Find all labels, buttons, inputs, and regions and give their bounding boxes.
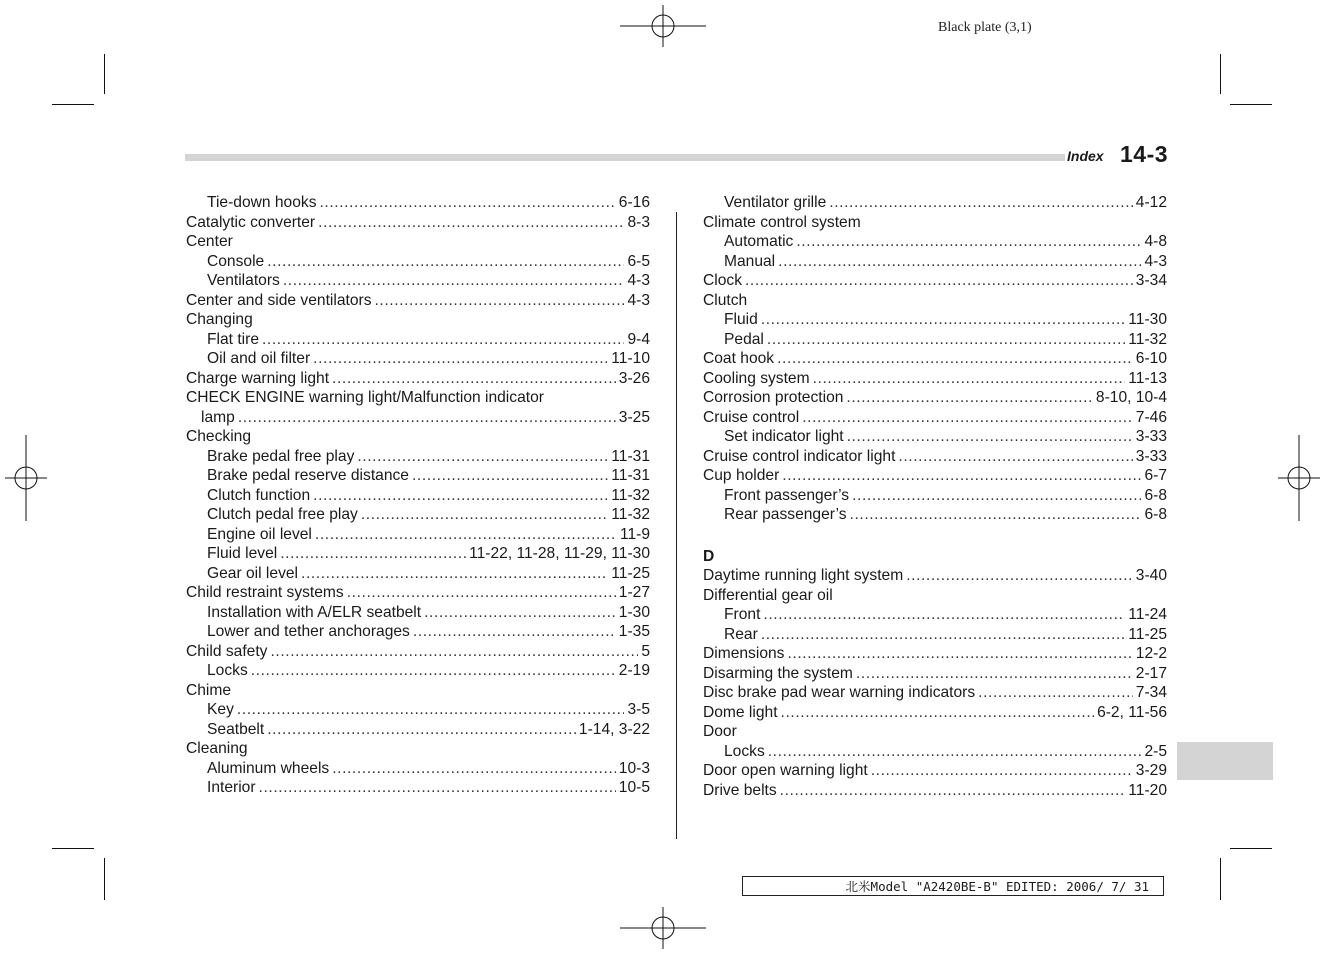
entry-page: 3-34 [1135, 272, 1167, 289]
entry-term: Cleaning [186, 740, 248, 757]
index-entry [703, 349, 1167, 369]
entry-term: Changing [186, 311, 253, 328]
dot-leader [767, 330, 1125, 350]
dot-leader [850, 505, 1142, 525]
entry-term: Tie-down hooks [207, 194, 317, 211]
entry-term: Drive belts [703, 781, 777, 799]
entry-page: 2-19 [618, 662, 650, 679]
index-entry [186, 720, 650, 740]
index-entry [186, 252, 650, 272]
dot-leader [856, 664, 1133, 684]
dot-leader [813, 369, 1126, 389]
index-entry [186, 681, 650, 701]
dot-leader [280, 544, 466, 564]
dot-leader [846, 388, 1092, 408]
entry-page: 11-22, 11-28, 11-29, 11-30 [469, 545, 650, 562]
index-entry [703, 781, 1167, 801]
entry-page: 11-9 [619, 525, 650, 543]
entry-page: 4-3 [627, 272, 650, 289]
entry-page: 7-34 [1135, 684, 1167, 701]
entry-term: Center and side ventilators [186, 291, 372, 309]
entry-term: Seatbelt [207, 720, 265, 738]
dot-leader [270, 642, 638, 662]
entry-page: 4-3 [1144, 252, 1167, 270]
entry-page: 8-3 [627, 213, 650, 231]
entry-term: Clutch function [207, 486, 311, 504]
entry-term: Rear [724, 625, 758, 643]
entry-term: Installation with A/ELR seatbelt [207, 603, 422, 621]
entry-page: 11-32 [1128, 330, 1167, 348]
dot-leader [829, 193, 1133, 213]
dot-leader [761, 310, 1125, 330]
index-entry [186, 193, 650, 213]
dot-leader [906, 566, 1133, 586]
index-entry [703, 271, 1167, 291]
index-entry [703, 388, 1167, 408]
entry-page: 11-32 [611, 486, 650, 504]
index-entry [186, 544, 650, 564]
index-entry [186, 505, 650, 525]
index-entry [703, 486, 1167, 506]
dot-leader [320, 193, 616, 213]
dot-leader [978, 683, 1133, 703]
page-number: 14-3 [1120, 141, 1169, 167]
footer-edit-box [742, 876, 1164, 896]
entry-page: 6-8 [1144, 486, 1167, 504]
entry-term: Lower and tether anchorages [207, 623, 410, 640]
entry-term: Locks [207, 662, 248, 679]
index-entry [186, 661, 650, 681]
dot-leader [313, 486, 608, 506]
entry-term: Fluid [724, 311, 758, 328]
entry-page: 4-8 [1144, 233, 1167, 250]
entry-page: 2-5 [1144, 742, 1167, 760]
registration-mark-top [620, 5, 706, 47]
index-entry [186, 447, 650, 467]
entry-term: Clutch pedal free play [207, 506, 358, 523]
header-bar [185, 154, 1065, 161]
entry-term: Interior [207, 779, 256, 796]
entry-page: 2-17 [1135, 664, 1167, 682]
entry-term: Dome light [703, 703, 778, 721]
entry-page: 11-24 [1128, 606, 1167, 623]
entry-term: Automatic [724, 233, 794, 250]
entry-term: Climate control system [703, 213, 861, 231]
entry-page: 1-27 [618, 584, 650, 601]
index-entry [703, 466, 1167, 486]
entry-page: 9-4 [627, 330, 650, 348]
entry-term: Brake pedal reserve distance [207, 467, 409, 484]
entry-page: 6-5 [627, 252, 650, 270]
entry-term: Locks [724, 742, 765, 760]
entry-page: 3-29 [1135, 762, 1167, 779]
index-entry [186, 622, 650, 642]
index-entry [703, 232, 1167, 252]
index-entry [703, 625, 1167, 645]
entry-page: 11-30 [1128, 311, 1167, 328]
entry-term: Aluminum wheels [207, 759, 330, 777]
index-letter-heading [703, 547, 1167, 567]
entry-term: Cruise control [703, 408, 800, 426]
entry-page: 4-3 [627, 291, 650, 309]
dot-leader [781, 703, 1095, 723]
index-entry [703, 742, 1167, 762]
entry-page: 12-2 [1135, 645, 1167, 662]
index-entry [703, 505, 1167, 525]
dot-leader [898, 447, 1132, 467]
index-entry [186, 642, 650, 662]
index-entry [703, 193, 1167, 213]
dot-leader [761, 625, 1125, 645]
index-entry [186, 349, 650, 369]
index-entry [186, 759, 650, 779]
entry-term: Clutch [703, 291, 748, 309]
dot-leader [283, 271, 625, 291]
index-entry [186, 310, 650, 330]
dot-leader [237, 700, 625, 720]
entry-term: Checking [186, 428, 252, 445]
index-entry [703, 252, 1167, 272]
dot-leader [318, 213, 624, 233]
entry-term: Disc brake pad wear warning indicators [703, 684, 976, 701]
entry-term: Center [186, 233, 233, 250]
dot-leader [787, 644, 1132, 664]
registration-mark-bottom [620, 907, 706, 949]
entry-term: Oil and oil filter [207, 350, 311, 367]
entry-term: D [703, 547, 715, 565]
index-entry [703, 291, 1167, 311]
entry-term: Key [207, 701, 234, 718]
entry-page: 5 [641, 642, 650, 660]
entry-page: 8-10, 10-4 [1095, 389, 1167, 406]
entry-page: 11-31 [611, 467, 650, 484]
dot-leader [847, 427, 1133, 447]
index-entry [186, 603, 650, 623]
index-entry [186, 427, 650, 447]
entry-term: Catalytic converter [186, 213, 316, 231]
entry-page: 6-8 [1144, 506, 1167, 523]
entry-page: 11-32 [611, 506, 650, 523]
index-entry [703, 408, 1167, 428]
entry-term: Chime [186, 681, 232, 699]
entry-page: 3-40 [1135, 567, 1167, 584]
index-entry [186, 583, 650, 603]
index-entry [186, 466, 650, 486]
index-entry [703, 664, 1167, 684]
dot-leader [267, 252, 624, 272]
index-entry [703, 369, 1167, 389]
index-entry [703, 310, 1167, 330]
entry-term: Child safety [186, 642, 268, 660]
entry-term: Coat hook [703, 350, 775, 367]
entry-term: Door [703, 723, 737, 740]
dot-leader [424, 603, 616, 623]
index-entry [186, 388, 650, 408]
plate-label: Black plate (3,1) [938, 20, 1032, 35]
entry-term: Brake pedal free play [207, 447, 355, 465]
entry-page: 1-35 [618, 623, 650, 640]
dot-leader [238, 408, 616, 428]
entry-term: Daytime running light system [703, 567, 904, 584]
entry-term: Cup holder [703, 467, 780, 484]
index-entry [703, 644, 1167, 664]
dot-leader [267, 720, 576, 740]
dot-leader [412, 466, 608, 486]
index-entry [703, 566, 1167, 586]
dot-leader [413, 622, 616, 642]
dot-leader [251, 661, 616, 681]
dot-leader [259, 778, 616, 798]
entry-term: Fluid level [207, 545, 278, 562]
index-entry [186, 213, 650, 233]
entry-page: 1-14, 3-22 [578, 720, 650, 738]
entry-term: Front [724, 606, 761, 623]
entry-term: Console [207, 252, 265, 270]
dot-leader [262, 330, 624, 350]
dot-leader [347, 583, 616, 603]
index-entry [703, 330, 1167, 350]
entry-term: Engine oil level [207, 525, 312, 543]
dot-leader [778, 252, 1141, 272]
entry-term: Gear oil level [207, 564, 299, 582]
entry-page: 7-46 [1135, 408, 1167, 426]
entry-page: 3-25 [618, 408, 650, 426]
entry-page: 11-31 [611, 447, 650, 465]
dot-leader [777, 349, 1133, 369]
entry-term: Front passenger’s [724, 486, 850, 504]
entry-page: 11-13 [1128, 369, 1167, 387]
dot-leader [745, 271, 1133, 291]
index-entry [186, 369, 650, 389]
index-entry [186, 739, 650, 759]
dot-leader [780, 781, 1126, 801]
index-entry [186, 778, 650, 798]
entry-term: Corrosion protection [703, 389, 844, 406]
dot-leader [301, 564, 608, 584]
entry-term: Set indicator light [724, 428, 844, 445]
section-title: Index [1067, 148, 1104, 164]
entry-term: Charge warning light [186, 369, 330, 387]
entry-term: Differential gear oil [703, 586, 833, 604]
index-column-right [703, 193, 1167, 800]
index-entry [703, 427, 1167, 447]
index-entry [186, 232, 650, 252]
index-entry [703, 605, 1167, 625]
entry-page: 6-16 [618, 194, 650, 211]
index-column-left [186, 193, 650, 798]
entry-page: 11-25 [1128, 625, 1167, 643]
index-entry [186, 271, 650, 291]
dot-leader [852, 486, 1141, 506]
registration-mark-right [1278, 435, 1320, 521]
entry-page: 11-25 [611, 564, 650, 582]
entry-term: Ventilators [207, 272, 280, 289]
index-entry [703, 213, 1167, 233]
index-entry [703, 447, 1167, 467]
entry-term: Cruise control indicator light [703, 447, 896, 465]
index-entry [186, 564, 650, 584]
dot-leader [375, 291, 625, 311]
entry-page: 10-3 [618, 759, 650, 777]
entry-page: 6-7 [1144, 467, 1167, 484]
dot-leader [332, 759, 616, 779]
entry-page: 11-20 [1128, 781, 1167, 799]
entry-term: Dimensions [703, 645, 785, 662]
entry-page: 3-33 [1135, 428, 1167, 445]
entry-term: Door open warning light [703, 762, 868, 779]
index-entry [186, 330, 650, 350]
entry-page: 10-5 [618, 779, 650, 796]
dot-leader [315, 525, 617, 545]
entry-term: Pedal [724, 330, 764, 348]
dot-leader [361, 505, 608, 525]
index-entry [703, 722, 1167, 742]
entry-page: 6-10 [1135, 350, 1167, 367]
index-entry [186, 525, 650, 545]
footer-text: 北米Model "A2420BE-B" EDITED: 2006/ 7/ 31 [845, 879, 1149, 894]
column-divider [676, 212, 677, 839]
entry-term: Ventilator grille [724, 194, 827, 211]
dot-leader [763, 605, 1125, 625]
entry-page: 3-26 [618, 369, 650, 387]
dot-leader [796, 232, 1141, 252]
dot-leader [871, 761, 1133, 781]
chapter-tab [1177, 742, 1273, 780]
index-entry [186, 486, 650, 506]
dot-leader [313, 349, 608, 369]
entry-term: CHECK ENGINE warning light/Malfunction indicator [186, 389, 544, 406]
index-entry [703, 761, 1167, 781]
entry-term: Clock [703, 272, 742, 289]
dot-leader [332, 369, 616, 389]
entry-page: 3-33 [1135, 447, 1167, 465]
index-entry [703, 703, 1167, 723]
entry-page: 3-5 [627, 701, 650, 718]
index-entry [703, 683, 1167, 703]
entry-page: 6-2, 11-56 [1097, 703, 1167, 721]
dot-leader [782, 466, 1141, 486]
entry-page: 4-12 [1135, 194, 1167, 211]
entry-term: lamp [201, 408, 235, 426]
entry-term: Manual [724, 252, 776, 270]
entry-term: Flat tire [207, 330, 259, 348]
entry-page: 1-30 [618, 603, 650, 621]
dot-leader [357, 447, 608, 467]
entry-term: Cooling system [703, 369, 810, 387]
index-entry [703, 586, 1167, 606]
index-entry [186, 291, 650, 311]
entry-page: 11-10 [611, 350, 650, 367]
dot-leader [802, 408, 1133, 428]
dot-leader [768, 742, 1142, 762]
index-entry [186, 408, 650, 428]
index-entry [186, 700, 650, 720]
entry-term: Disarming the system [703, 664, 853, 682]
entry-term: Rear passenger’s [724, 506, 847, 523]
registration-mark-left [5, 435, 47, 521]
entry-term: Child restraint systems [186, 584, 344, 601]
